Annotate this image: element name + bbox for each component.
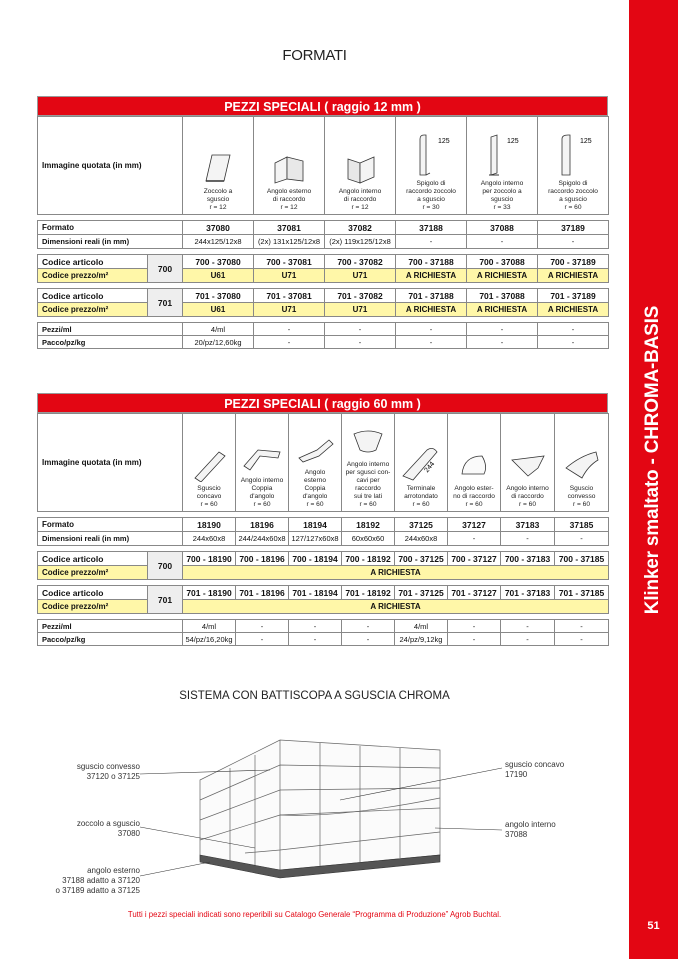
prezzo-label: Codice prezzo/m² (38, 269, 148, 283)
side-title: Klinker smaltato - CHROMA-BASIS (642, 305, 664, 615)
cell: 701 - 37183 (501, 586, 555, 600)
product-image (395, 414, 448, 512)
pacco-row (38, 336, 609, 349)
cell: - (467, 235, 538, 249)
cell: A RICHIESTA (396, 269, 467, 283)
cell: 37082 (325, 221, 396, 235)
formato-row (38, 221, 609, 235)
cell: - (501, 620, 555, 633)
cell: 37125 (395, 518, 448, 532)
cell: 37127 (448, 518, 501, 532)
cell: - (325, 336, 396, 349)
product-image (555, 414, 609, 512)
prezzo-row-700 (38, 566, 609, 580)
cell: 700 - 37189 (538, 255, 609, 269)
product-image (183, 117, 254, 215)
codice-row-700 (38, 255, 609, 269)
coppia-angolo-est-icon (295, 432, 335, 466)
cell: 700 - 37081 (254, 255, 325, 269)
caption: Angolo interno di raccordo r = 60 (506, 485, 549, 508)
cell: 54/pz/16,20kg (183, 633, 236, 646)
cell: - (325, 323, 396, 336)
callout-sguscio-concavo: sguscio concavo 17190 (505, 760, 565, 779)
caption: Spigolo di raccordo zoccolo a sguscio r = 30 (406, 180, 456, 211)
cell: - (555, 620, 609, 633)
caption: Sguscio concavo r = 60 (196, 485, 222, 508)
cell: 700 - 37127 (448, 552, 501, 566)
cell: U71 (254, 269, 325, 283)
angolo-tre-lati-icon (348, 424, 388, 458)
cell: 700 - 37185 (555, 552, 609, 566)
cell: 37189 (538, 221, 609, 235)
caption: Angolo interno per zoccolo a sguscio r = 33 (480, 180, 524, 211)
cell: 18190 (183, 518, 236, 532)
series-700: 700 (148, 552, 183, 580)
cell: (2x) 119x125/12x8 (325, 235, 396, 249)
table-raggio-12 (37, 96, 608, 349)
product-image (183, 414, 236, 512)
cell: 20/pz/12,60kg (183, 336, 254, 349)
image-label: Immagine quotata (in mm) (38, 414, 183, 512)
series-700: 700 (148, 255, 183, 283)
cell: 18192 (342, 518, 395, 532)
cell: 700 - 18196 (236, 552, 289, 566)
prezzo-label: Codice prezzo/m² (38, 303, 148, 317)
pacco-row (38, 633, 609, 646)
cell: A RICHIESTA (538, 303, 609, 317)
cell: - (396, 235, 467, 249)
caption: Angolo interno Coppia d'angolo r = 60 (240, 477, 284, 508)
cell: - (289, 620, 342, 633)
cell: 701 - 37080 (183, 289, 254, 303)
product-image (325, 117, 396, 215)
image-label: Immagine quotata (in mm) (38, 117, 183, 215)
cell: 244x125/12x8 (183, 235, 254, 249)
cell: 37185 (555, 518, 609, 532)
cell: 701 - 37125 (395, 586, 448, 600)
cell: 700 - 37080 (183, 255, 254, 269)
formato-label: Formato (38, 518, 183, 532)
cell: 701 - 37081 (254, 289, 325, 303)
prezzo-row-701 (38, 303, 609, 317)
caption: Angolo ester- no di raccordo r = 60 (453, 485, 495, 508)
image-row (38, 117, 609, 215)
cell: - (254, 336, 325, 349)
pezzi-row (38, 323, 609, 336)
cell: U61 (183, 303, 254, 317)
cell: - (555, 532, 609, 546)
table-header: PEZZI SPECIALI ( raggio 60 mm ) (37, 393, 608, 413)
cell: 701 - 37189 (538, 289, 609, 303)
dim-mark: 125 (438, 138, 450, 145)
pacco-label: Pacco/pz/kg (38, 336, 183, 349)
cell: 244x60x8 (395, 532, 448, 546)
product-image (396, 117, 467, 215)
pezzi-label: Pezzi/ml (38, 620, 183, 633)
zoccolo-icon (198, 151, 238, 185)
cell: A RICHIESTA (467, 303, 538, 317)
cell: 700 - 18192 (342, 552, 395, 566)
dim-mark: 125 (507, 138, 519, 145)
codice-row-701 (38, 289, 609, 303)
cell: 4/ml (183, 323, 254, 336)
cell: 4/ml (183, 620, 236, 633)
callout-zoccolo: zoccolo a sguscio 37080 (76, 819, 140, 838)
series-701: 701 (148, 586, 183, 614)
formato-row (38, 518, 609, 532)
cell: - (289, 633, 342, 646)
diagram-title: SISTEMA CON BATTISCOPA A SGUSCIA CHROMA (179, 690, 450, 702)
cell: - (467, 336, 538, 349)
table-raggio-60 (37, 393, 608, 646)
table-body (37, 413, 609, 646)
cell: - (448, 633, 501, 646)
cell: 701 - 37127 (448, 586, 501, 600)
prezzo-row-701 (38, 600, 609, 614)
product-image (289, 414, 342, 512)
series-701: 701 (148, 289, 183, 317)
cell: - (254, 323, 325, 336)
cell: 37088 (467, 221, 538, 235)
dim-mark: 125 (580, 138, 592, 145)
cell: (2x) 131x125/12x8 (254, 235, 325, 249)
image-row (38, 414, 609, 512)
caption: Spigolo di raccordo zoccolo a sguscio r = 60 (548, 180, 598, 211)
cell: 244x60x8 (183, 532, 236, 546)
cell: 701 - 18192 (342, 586, 395, 600)
pezzi-label: Pezzi/ml (38, 323, 183, 336)
caption: Angolo esterno di raccordo r = 12 (266, 188, 312, 211)
caption: Sguscio convesso r = 60 (567, 485, 596, 508)
dim-label: Dimensioni reali (in mm) (38, 532, 183, 546)
cell: 24/pz/9,12kg (395, 633, 448, 646)
cell: - (448, 532, 501, 546)
cell: A RICHIESTA (396, 303, 467, 317)
angolo-interno-icon (340, 151, 380, 185)
cell: 37183 (501, 518, 555, 532)
footnote: Tutti i pezzi speciali indicati sono reperibili su Catalogo Generale “Programma di Produzione” Agrob Buchtal. (127, 910, 502, 919)
angolo-esterno-icon (269, 151, 309, 185)
cell: - (538, 235, 609, 249)
callout-sguscio-convesso: sguscio convesso 37120 o 37125 (76, 762, 140, 781)
cell: - (501, 633, 555, 646)
page-title: FORMATI (282, 47, 347, 64)
cell: 700 - 18194 (289, 552, 342, 566)
cell: 700 - 37188 (396, 255, 467, 269)
product-image (448, 414, 501, 512)
cell: 701 - 18194 (289, 586, 342, 600)
cell: U71 (254, 303, 325, 317)
cell: A RICHIESTA (183, 566, 609, 580)
codice-label: Codice articolo (38, 289, 148, 303)
prezzo-label: Codice prezzo/m² (38, 600, 148, 614)
cell: U71 (325, 269, 396, 283)
angolo-est-raccordo-icon (454, 448, 494, 482)
cell: 4/ml (395, 620, 448, 633)
cell: 60x60x60 (342, 532, 395, 546)
sguscio-concavo-icon (189, 448, 229, 482)
pacco-label: Pacco/pz/kg (38, 633, 183, 646)
cell: 701 - 37082 (325, 289, 396, 303)
product-image (501, 414, 555, 512)
cell: - (501, 532, 555, 546)
cell: - (236, 633, 289, 646)
cell: 244/244x60x8 (236, 532, 289, 546)
codice-label: Codice articolo (38, 255, 148, 269)
side-title-wrap (629, 0, 678, 920)
cell: U61 (183, 269, 254, 283)
spigolo-icon (406, 133, 456, 177)
product-image (538, 117, 609, 215)
dim-row (38, 235, 609, 249)
caption: Angolo interno per sgusci con- cavi per raccordo sui tre lati r = 60 (345, 461, 391, 508)
dim-label: Dimensioni reali (in mm) (38, 235, 183, 249)
cell: 700 - 37125 (395, 552, 448, 566)
codice-label: Codice articolo (38, 552, 148, 566)
cell: 37188 (396, 221, 467, 235)
formato-label: Formato (38, 221, 183, 235)
cell: - (448, 620, 501, 633)
cell: 18196 (236, 518, 289, 532)
codice-row-700 (38, 552, 609, 566)
dim-mark: 244 (423, 460, 437, 475)
cell: 37081 (254, 221, 325, 235)
cell: A RICHIESTA (467, 269, 538, 283)
cell: 700 - 37183 (501, 552, 555, 566)
cell: - (396, 336, 467, 349)
cell: - (342, 633, 395, 646)
cell: - (396, 323, 467, 336)
cell: - (467, 323, 538, 336)
cell: 700 - 18190 (183, 552, 236, 566)
terminale-icon (399, 444, 443, 482)
angolo-int-raccordo-icon (508, 448, 548, 482)
cell: 701 - 18190 (183, 586, 236, 600)
table-header: PEZZI SPECIALI ( raggio 12 mm ) (37, 96, 608, 116)
cell: - (555, 633, 609, 646)
coppia-angolo-int-icon (242, 440, 282, 474)
codice-row-701 (38, 586, 609, 600)
callout-angolo-interno: angolo interno 37088 (505, 820, 556, 839)
cell: 700 - 37088 (467, 255, 538, 269)
caption: Angolo interno di raccordo r = 12 (338, 188, 382, 211)
caption: Terminale arrotondato r = 60 (404, 485, 438, 508)
pezzi-row (38, 620, 609, 633)
caption: Zoccolo a sguscio r = 12 (203, 188, 233, 211)
product-image (467, 117, 538, 215)
product-image (236, 414, 289, 512)
codice-label: Codice articolo (38, 586, 148, 600)
dim-row (38, 532, 609, 546)
page-number: 51 (647, 920, 660, 932)
spigolo-60-icon (548, 133, 598, 177)
cell: - (538, 336, 609, 349)
cell: 701 - 37088 (467, 289, 538, 303)
prezzo-label: Codice prezzo/m² (38, 566, 148, 580)
cell: A RICHIESTA (183, 600, 609, 614)
cell: 701 - 37185 (555, 586, 609, 600)
product-image (342, 414, 395, 512)
cell: 701 - 18196 (236, 586, 289, 600)
callout-angolo-esterno: angolo esterno 37188 adatto a 37120 o 37189 adatto a 37125 (55, 866, 140, 895)
table-body (37, 116, 609, 349)
cell: 700 - 37082 (325, 255, 396, 269)
sguscio-convesso-icon (562, 448, 602, 482)
cell: 18194 (289, 518, 342, 532)
cell: 37080 (183, 221, 254, 235)
cell: 701 - 37188 (396, 289, 467, 303)
cell: U71 (325, 303, 396, 317)
prezzo-row-700 (38, 269, 609, 283)
product-image (254, 117, 325, 215)
cell: A RICHIESTA (538, 269, 609, 283)
angolo-zoccolo-icon (477, 133, 527, 177)
cell: - (236, 620, 289, 633)
cell: - (538, 323, 609, 336)
caption: Angolo esterno Coppia d'angolo r = 60 (302, 469, 328, 508)
cell: - (342, 620, 395, 633)
cell: 127/127x60x8 (289, 532, 342, 546)
